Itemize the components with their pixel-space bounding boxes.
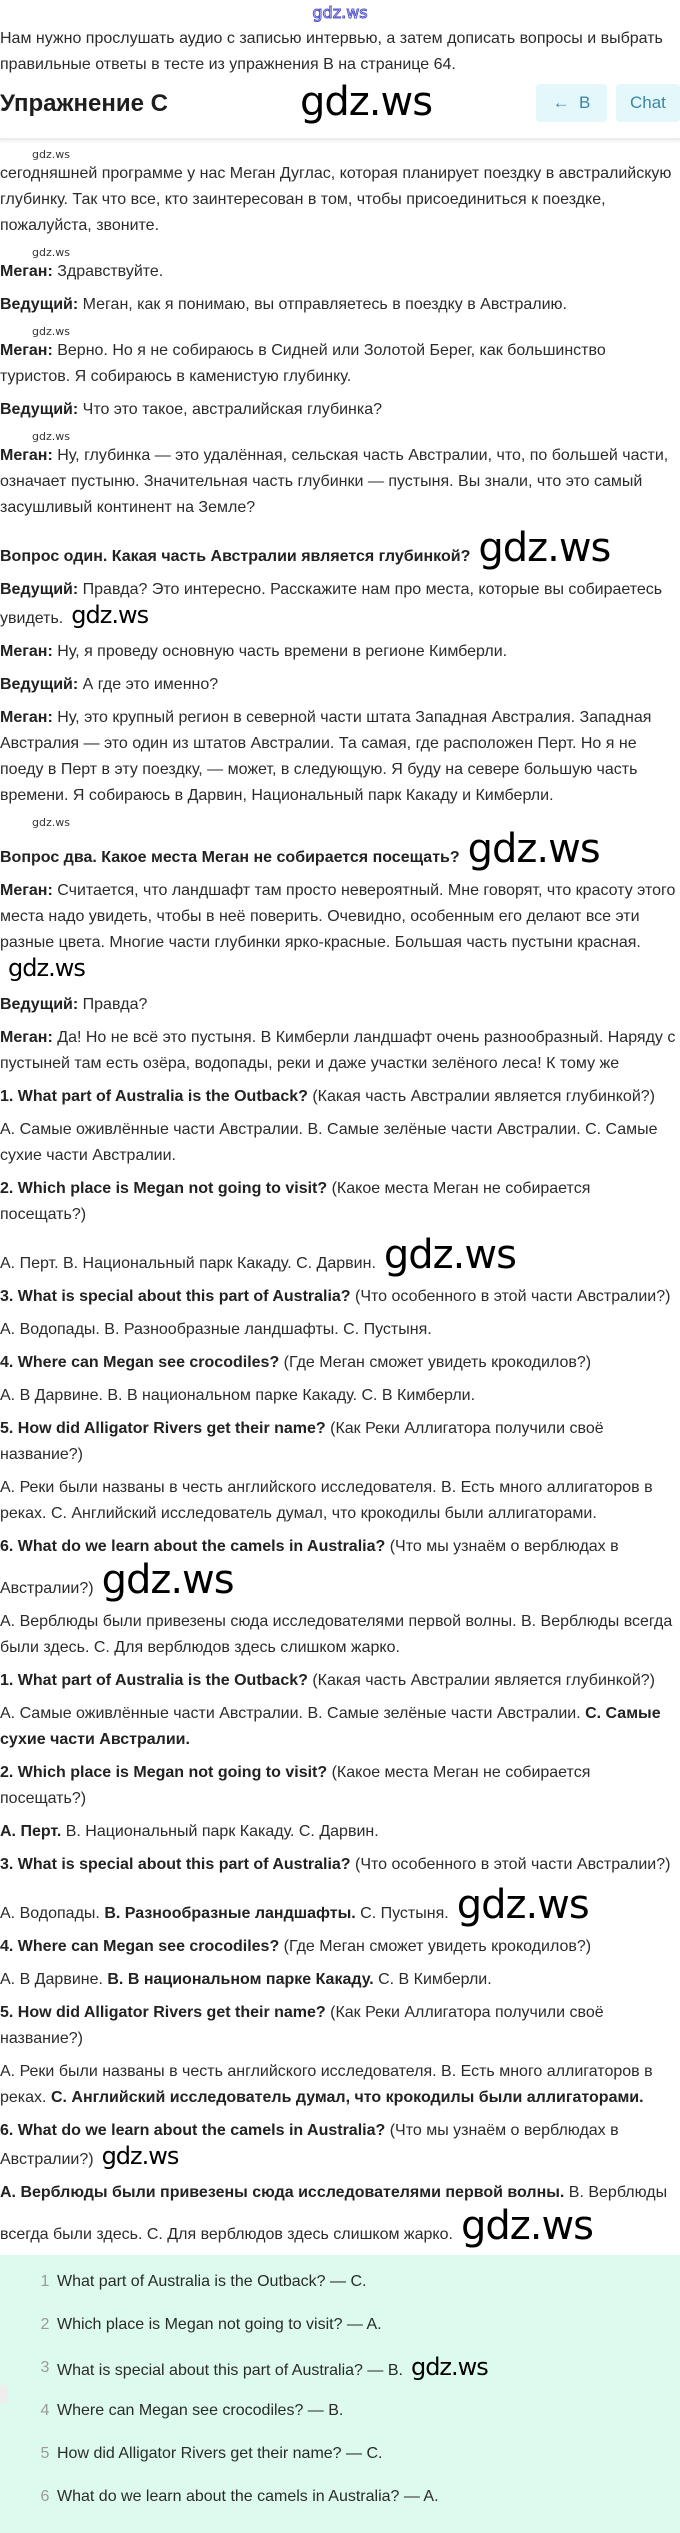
answer-item bbox=[0, 2347, 680, 2390]
correct-option: A. Перт. bbox=[0, 1823, 62, 1840]
speaker-label: Ведущий: bbox=[0, 296, 79, 313]
answer-item bbox=[0, 2390, 680, 2433]
question-ru: (Как Реки Аллигатора получили своё название?) bbox=[0, 1420, 604, 1463]
correct-option: B. Разнообразные ландшафты. bbox=[104, 1905, 356, 1922]
answer-item bbox=[0, 2261, 680, 2304]
question-ru: (Что особенного в этой части Австралии?) bbox=[350, 1288, 671, 1305]
solved-question bbox=[0, 1852, 680, 1878]
watermark: gdz.ws bbox=[300, 79, 433, 125]
transcript-paragraph bbox=[0, 161, 680, 239]
question-en: 3. What is special about this part of Australia? bbox=[0, 1856, 351, 1873]
option-text: A. Водопады. bbox=[0, 1905, 105, 1922]
speaker-label: Меган: bbox=[0, 709, 53, 726]
answer-number: 3 bbox=[40, 2359, 50, 2376]
options-text: A. Верблюды были привезены сюда исследователями первой волны. B. Верблюды всегда были здесь. C. Для верблюдов здесь слишком жарко. bbox=[0, 1613, 673, 1656]
watermark-logo: gdz.ws bbox=[312, 3, 368, 22]
solved-options bbox=[0, 1882, 680, 1928]
watermark: gdz.ws bbox=[71, 601, 149, 629]
speaker-label: Ведущий: bbox=[0, 581, 79, 598]
watermark: gdz.ws bbox=[32, 325, 70, 338]
watermark-row bbox=[0, 0, 680, 26]
page-title: Упражнение C bbox=[0, 90, 168, 117]
question-en: 1. What part of Australia is the Outback? bbox=[0, 1088, 308, 1105]
question-ru: (Какое места Меган не собирается посещать?) bbox=[0, 1180, 591, 1223]
answer-text: Where can Megan see crocodiles? — B. bbox=[57, 2402, 344, 2419]
question-options bbox=[0, 1475, 680, 1527]
correct-option: C. Самые сухие части Австралии. bbox=[0, 1705, 661, 1748]
transcript-paragraph bbox=[0, 292, 680, 318]
correct-option: B. В национальном парке Какаду. bbox=[107, 1971, 374, 1988]
transcript-paragraph bbox=[0, 577, 680, 632]
answer-number: 6 bbox=[40, 2488, 50, 2505]
transcript-paragraph bbox=[0, 672, 680, 698]
option-text: A. Реки были названы в честь английского исследователя. B. Есть много аллигаторов в реках. bbox=[0, 2063, 653, 2106]
prev-exercise-label: B bbox=[579, 93, 591, 112]
question-options bbox=[0, 1609, 680, 1661]
watermark: gdz.ws bbox=[32, 816, 70, 829]
solved-question bbox=[0, 2000, 680, 2052]
transcript-paragraph bbox=[0, 639, 680, 665]
transcript-text: Ну, глубинка — это удалённая, сельская часть Австралии, что, по большей части, означает пустыню. Значительная часть глубинки — пустыня. Вы знали, что это самый засушливый континент на Земле? bbox=[0, 447, 669, 516]
question-ru: (Как Реки Аллигатора получили своё название?) bbox=[0, 2004, 604, 2047]
question-ru: (Что мы узнаём о верблюдах в Австралии?) bbox=[0, 1538, 619, 1597]
option-text: A. Самые оживлённые части Австралии. B. Самые зелёные части Австралии. bbox=[0, 1705, 586, 1722]
answers-panel bbox=[0, 2255, 680, 2533]
question-en: 4. Where can Megan see crocodiles? bbox=[0, 1938, 280, 1955]
options-text: A. Реки были названы в честь английского исследователя. B. Есть много аллигаторов в реках. C. Английский исследователь думал, что крокодилы были аллигаторами. bbox=[0, 1479, 653, 1522]
answer-item bbox=[0, 2433, 680, 2476]
transcript-text: Здравствуйте. bbox=[52, 263, 164, 280]
transcript-paragraph bbox=[0, 878, 680, 985]
solved-options bbox=[0, 1819, 680, 1845]
watermark: gdz.ws bbox=[32, 246, 70, 259]
question-options bbox=[0, 1232, 680, 1278]
watermark: gdz.ws bbox=[101, 2142, 179, 2170]
answer-text: What part of Australia is the Outback? — C. bbox=[57, 2273, 367, 2290]
chat-label: Chat bbox=[630, 93, 666, 112]
question-options bbox=[0, 1317, 680, 1343]
transcript-text: А где это именно? bbox=[78, 676, 219, 693]
watermark: gdz.ws bbox=[383, 1232, 516, 1278]
transcript-paragraph bbox=[0, 338, 680, 390]
question bbox=[0, 1176, 680, 1228]
option-text: C. Пустыня. bbox=[355, 1905, 449, 1922]
exercise-content bbox=[0, 148, 680, 2248]
speaker-label: Ведущий: bbox=[0, 401, 79, 418]
options-text: A. В Дарвине. B. В национальном парке Какаду. C. В Кимберли. bbox=[0, 1387, 476, 1404]
question-en: 2. Which place is Megan not going to visit? bbox=[0, 1180, 328, 1197]
watermark: gdz.ws bbox=[467, 826, 600, 872]
transcript-paragraph bbox=[0, 992, 680, 1018]
question-ru: (Какое места Меган не собирается посещать?) bbox=[0, 1764, 591, 1807]
question-ru: (Что мы узнаём о верблюдах в Австралии?) bbox=[0, 2122, 619, 2168]
question-en: 4. Where can Megan see crocodiles? bbox=[0, 1354, 280, 1371]
solved-options bbox=[0, 1701, 680, 1753]
watermark: gdz.ws bbox=[101, 1557, 234, 1603]
speaker-label: Меган: bbox=[0, 342, 53, 359]
answer-text: What is special about this part of Australia? — B. gdz.ws bbox=[57, 2353, 488, 2381]
question-en: 1. What part of Australia is the Outback? bbox=[0, 1672, 308, 1689]
answer-text: How did Alligator Rivers get their name? — C. bbox=[57, 2445, 383, 2462]
arrow-left-icon: ← bbox=[552, 93, 570, 112]
transcript-text: Меган, как я понимаю, вы отправляетесь в поездку в Австралию. bbox=[78, 296, 567, 313]
transcript-paragraph bbox=[0, 826, 680, 872]
option-text: B. Верблюды всегда были здесь. C. Для верблюдов здесь слишком жарко. bbox=[0, 2184, 668, 2243]
transcript-text: Правда? Это интересно. Расскажите нам про места, которые вы собираетесь увидеть. bbox=[0, 581, 663, 627]
solved-question bbox=[0, 1934, 680, 1960]
answer-text: Which place is Megan not going to visit? — A. bbox=[57, 2316, 382, 2333]
solved-question bbox=[0, 2118, 680, 2173]
question-en: 5. How did Alligator Rivers get their name? bbox=[0, 2004, 326, 2021]
prev-exercise-button[interactable] bbox=[536, 84, 607, 122]
correct-option: A. Верблюды были привезены сюда исследователями первой волны. bbox=[0, 2184, 565, 2201]
watermark: gdz.ws bbox=[410, 2353, 488, 2381]
solved-question bbox=[0, 1760, 680, 1812]
transcript-text: сегодняшней программе у нас Меган Дуглас, которая планирует поездку в австралийскую глубинку. Так что все, кто заинтересован в том, чтобы присоединиться к поездке, пожалуйста, звоните. bbox=[0, 165, 672, 234]
question-options bbox=[0, 1383, 680, 1409]
watermark: gdz.ws bbox=[460, 2203, 593, 2249]
speaker-label: Меган: bbox=[0, 447, 53, 464]
transcript-paragraph bbox=[0, 397, 680, 423]
watermark: gdz.ws bbox=[8, 954, 85, 982]
sticky-header bbox=[0, 79, 680, 140]
question bbox=[0, 1084, 680, 1110]
transcript-text: Верно. Но я не собираюсь в Сидней или Золотой Берег, как большинство туристов. Я собираюсь в каменистую глубинку. bbox=[0, 342, 606, 385]
solved-question bbox=[0, 1668, 680, 1694]
watermark: gdz.ws bbox=[456, 1882, 589, 1928]
option-text: B. Национальный парк Какаду. C. Дарвин. bbox=[61, 1823, 379, 1840]
solved-options bbox=[0, 2059, 680, 2111]
options-text: A. Водопады. B. Разнообразные ландшафты. C. Пустыня. bbox=[0, 1321, 432, 1338]
transcript-text: Ну, я проведу основную часть времени в регионе Кимберли. bbox=[52, 643, 508, 660]
watermark: gdz.ws bbox=[478, 525, 611, 571]
speaker-label: Вопрос два. Какое места Меган не собирается посещать? bbox=[0, 849, 460, 866]
speaker-label: Вопрос один. Какая часть Австралии является глубинкой? bbox=[0, 548, 471, 565]
answer-number: 4 bbox=[40, 2402, 50, 2419]
intro-text: Нам нужно прослушать аудио с записью интервью, а затем дописать вопросы и выбрать правильные ответы в тесте из упражнения B на странице 64. bbox=[0, 30, 663, 73]
options-text: A. Самые оживлённые части Австралии. B. Самые зелёные части Австралии. C. Самые сухие части Австралии. bbox=[0, 1121, 658, 1164]
question-en: 5. How did Alligator Rivers get their name? bbox=[0, 1420, 326, 1437]
question-options bbox=[0, 1117, 680, 1169]
option-text: A. В Дарвине. bbox=[0, 1971, 108, 1988]
question-ru: (Какая часть Австралии является глубинкой?) bbox=[307, 1672, 655, 1689]
answer-text: What do we learn about the camels in Australia? — A. bbox=[57, 2488, 439, 2505]
speaker-label: Меган: bbox=[0, 882, 53, 899]
transcript-text: Да! Но не всё это пустыня. В Кимберли ландшафт очень разнообразный. Наряду с пустыней там есть озёра, водопады, реки и даже участки зелёного леса! К тому же bbox=[0, 1029, 676, 1072]
question-en: 3. What is special about this part of Australia? bbox=[0, 1288, 351, 1305]
transcript-paragraph bbox=[0, 525, 680, 571]
speaker-label: Ведущий: bbox=[0, 676, 79, 693]
speaker-label: Меган: bbox=[0, 263, 53, 280]
answer-number: 5 bbox=[40, 2445, 50, 2462]
watermark: gdz.ws bbox=[32, 148, 70, 161]
transcript-paragraph bbox=[0, 705, 680, 809]
transcript-paragraph bbox=[0, 1025, 680, 1077]
transcript-paragraph bbox=[0, 259, 680, 285]
transcript-text: Что это такое, австралийская глубинка? bbox=[78, 401, 383, 418]
question-en: 6. What do we learn about the camels in Australia? bbox=[0, 1538, 386, 1555]
transcript-text: Считается, что ландшафт там просто невероятный. Мне говорят, что красоту этого места надо увидеть, чтобы в неё поверить. Очевидно, особенным его делают все эти разные цвета. Многие части глубинки ярко-красные. Большая часть пустыни красная. bbox=[0, 882, 676, 951]
correct-option: C. Английский исследователь думал, что крокодилы были аллигаторами. bbox=[50, 2089, 644, 2106]
question-en: 2. Which place is Megan not going to visit? bbox=[0, 1764, 328, 1781]
answer-number: 1 bbox=[40, 2273, 50, 2290]
answer-item bbox=[0, 2304, 680, 2347]
transcript-text: Правда? bbox=[78, 996, 148, 1013]
answer-number: 2 bbox=[40, 2316, 50, 2333]
watermark: gdz.ws bbox=[32, 430, 70, 443]
solved-options bbox=[0, 2180, 680, 2248]
speaker-label: Ведущий: bbox=[0, 996, 79, 1013]
speaker-label: Меган: bbox=[0, 1029, 53, 1046]
question bbox=[0, 1284, 680, 1310]
question bbox=[0, 1534, 680, 1602]
question-ru: (Где Меган сможет увидеть крокодилов?) bbox=[279, 1938, 592, 1955]
question-ru: (Что особенного в этой части Австралии?) bbox=[350, 1856, 671, 1873]
question bbox=[0, 1416, 680, 1468]
solved-options bbox=[0, 1967, 680, 1993]
question-ru: (Какая часть Австралии является глубинкой?) bbox=[307, 1088, 655, 1105]
transcript-paragraph bbox=[0, 443, 680, 521]
chat-button[interactable] bbox=[616, 84, 680, 122]
transcript-text: Ну, это крупный регион в северной части штата Западная Австралия. Западная Австралия — это один из штатов Австралии. Та самая, где расположен Перт. Но я не поеду в Перт в эту поездку, — может, в следующую. Я буду на севере большую часть времени. Я собираюсь в Дарвин, Национальный парк Какаду и Кимберли. bbox=[0, 709, 652, 804]
question-en: 6. What do we learn about the camels in Australia? bbox=[0, 2122, 386, 2139]
question-ru: (Где Меган сможет увидеть крокодилов?) bbox=[279, 1354, 592, 1371]
option-text: C. В Кимберли. bbox=[373, 1971, 492, 1988]
answer-item bbox=[0, 2476, 680, 2519]
question bbox=[0, 1350, 680, 1376]
speaker-label: Меган: bbox=[0, 643, 53, 660]
options-text: A. Перт. B. Национальный парк Какаду. C. Дарвин. bbox=[0, 1255, 376, 1272]
